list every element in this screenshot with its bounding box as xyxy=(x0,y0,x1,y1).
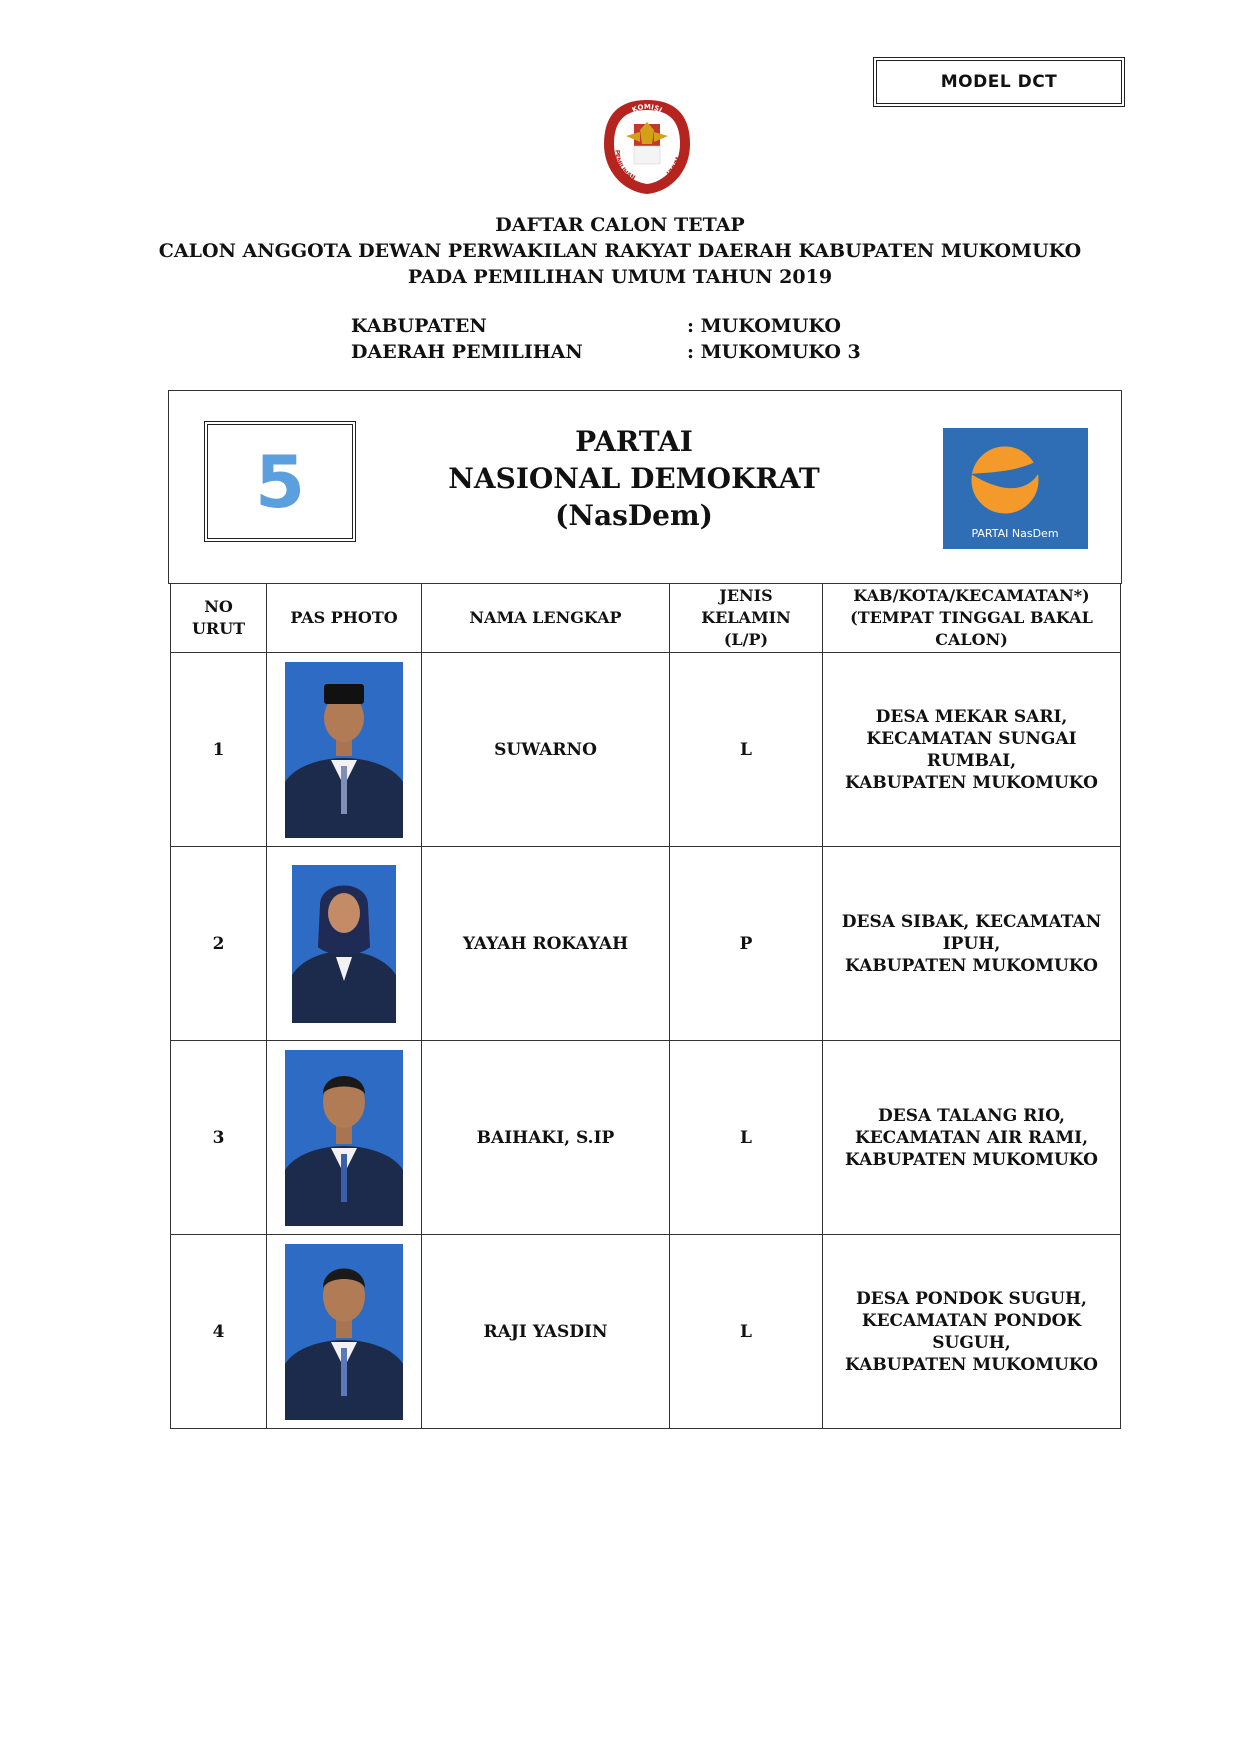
person-photo-male-icon xyxy=(285,1050,403,1226)
party-name-line-3: (NasDem) xyxy=(555,499,713,532)
document-heading xyxy=(120,212,1120,290)
address-line: KABUPATEN MUKOMUKO xyxy=(845,772,1098,793)
row-gender: P xyxy=(670,847,823,1041)
region-info xyxy=(351,313,861,365)
row-photo xyxy=(267,653,422,847)
row-address xyxy=(823,1041,1121,1235)
party-number: 5 xyxy=(204,421,356,542)
row-address xyxy=(823,1235,1121,1429)
row-name: RAJI YASDIN xyxy=(422,1235,670,1429)
address-line: KABUPATEN MUKOMUKO xyxy=(845,1149,1098,1170)
party-header xyxy=(168,390,1122,584)
person-photo-male-icon xyxy=(285,1244,403,1420)
header-address-line-1: KAB/KOTA/KECAMATAN*) xyxy=(853,586,1090,605)
address-line: SUGUH, xyxy=(932,1332,1011,1353)
title-line-1: DAFTAR CALON TETAP xyxy=(495,214,745,236)
kpu-logo-icon xyxy=(600,96,694,196)
kabupaten-value: : MUKOMUKO xyxy=(687,315,841,337)
party-logo-caption: PARTAI NasDem xyxy=(971,527,1059,540)
row-no: 3 xyxy=(171,1041,267,1235)
row-name: SUWARNO xyxy=(422,653,670,847)
header-gender xyxy=(670,584,823,653)
model-dct-label: MODEL DCT xyxy=(873,57,1125,107)
nasdem-logo-icon xyxy=(943,428,1088,549)
table-row xyxy=(171,847,1121,1041)
row-no: 1 xyxy=(171,653,267,847)
table-row xyxy=(171,1041,1121,1235)
table-header-row xyxy=(171,584,1121,653)
row-photo xyxy=(267,1235,422,1429)
candidate-table xyxy=(170,583,1121,1429)
dapil-value: : MUKOMUKO 3 xyxy=(687,341,861,363)
table-row xyxy=(171,1235,1121,1429)
address-line: DESA SIBAK, KECAMATAN xyxy=(841,911,1102,932)
header-no-line-2: URUT xyxy=(191,619,246,638)
address-line: KABUPATEN MUKOMUKO xyxy=(845,1354,1098,1375)
party-name-line-1: PARTAI xyxy=(575,425,693,458)
table-row xyxy=(171,653,1121,847)
address-line: DESA MEKAR SARI, xyxy=(875,706,1068,727)
header-photo: PAS PHOTO xyxy=(267,584,422,653)
header-name: NAMA LENGKAP xyxy=(422,584,670,653)
row-no: 4 xyxy=(171,1235,267,1429)
address-line: KABUPATEN MUKOMUKO xyxy=(845,955,1098,976)
party-name xyxy=(399,423,869,534)
address-line: RUMBAI, xyxy=(926,750,1017,771)
logo-text-top: KOMISI xyxy=(630,102,664,115)
logo-text-left: PEMILIHAN xyxy=(613,149,637,182)
row-gender: L xyxy=(670,1041,823,1235)
kabupaten-label: KABUPATEN xyxy=(351,315,487,337)
row-gender: L xyxy=(670,1235,823,1429)
address-line: KECAMATAN PONDOK xyxy=(861,1310,1082,1331)
row-photo xyxy=(267,847,422,1041)
row-no: 2 xyxy=(171,847,267,1041)
header-gender-line-3: (L/P) xyxy=(723,630,769,649)
header-gender-line-1: JENIS xyxy=(719,586,773,605)
header-gender-line-2: KELAMIN xyxy=(701,608,791,627)
row-address xyxy=(823,847,1121,1041)
address-line: IPUH, xyxy=(942,933,1001,954)
logo-text-right: UMUM xyxy=(665,156,683,178)
header-no-line-1: NO xyxy=(204,597,233,616)
row-address xyxy=(823,653,1121,847)
header-no xyxy=(171,584,267,653)
row-photo xyxy=(267,1041,422,1235)
address-line: KECAMATAN SUNGAI xyxy=(866,728,1077,749)
row-gender: L xyxy=(670,653,823,847)
row-name: BAIHAKI, S.IP xyxy=(422,1041,670,1235)
party-name-line-2: NASIONAL DEMOKRAT xyxy=(448,462,820,495)
dapil-label: DAERAH PEMILIHAN xyxy=(351,341,583,363)
address-line: DESA TALANG RIO, xyxy=(878,1105,1065,1126)
row-name: YAYAH ROKAYAH xyxy=(422,847,670,1041)
person-photo-male-peci-icon xyxy=(285,662,403,838)
person-photo-female-hijab-icon xyxy=(292,865,396,1023)
address-line: DESA PONDOK SUGUH, xyxy=(856,1288,1087,1309)
header-address-line-2: (TEMPAT TINGGAL BAKAL xyxy=(850,608,1093,627)
address-line: KECAMATAN AIR RAMI, xyxy=(854,1127,1089,1148)
header-address-line-3: CALON) xyxy=(935,630,1008,649)
title-line-2: CALON ANGGOTA DEWAN PERWAKILAN RAKYAT DAERAH KABUPATEN MUKOMUKO xyxy=(158,240,1082,262)
title-line-3: PADA PEMILIHAN UMUM TAHUN 2019 xyxy=(407,266,833,288)
header-address xyxy=(823,584,1121,653)
